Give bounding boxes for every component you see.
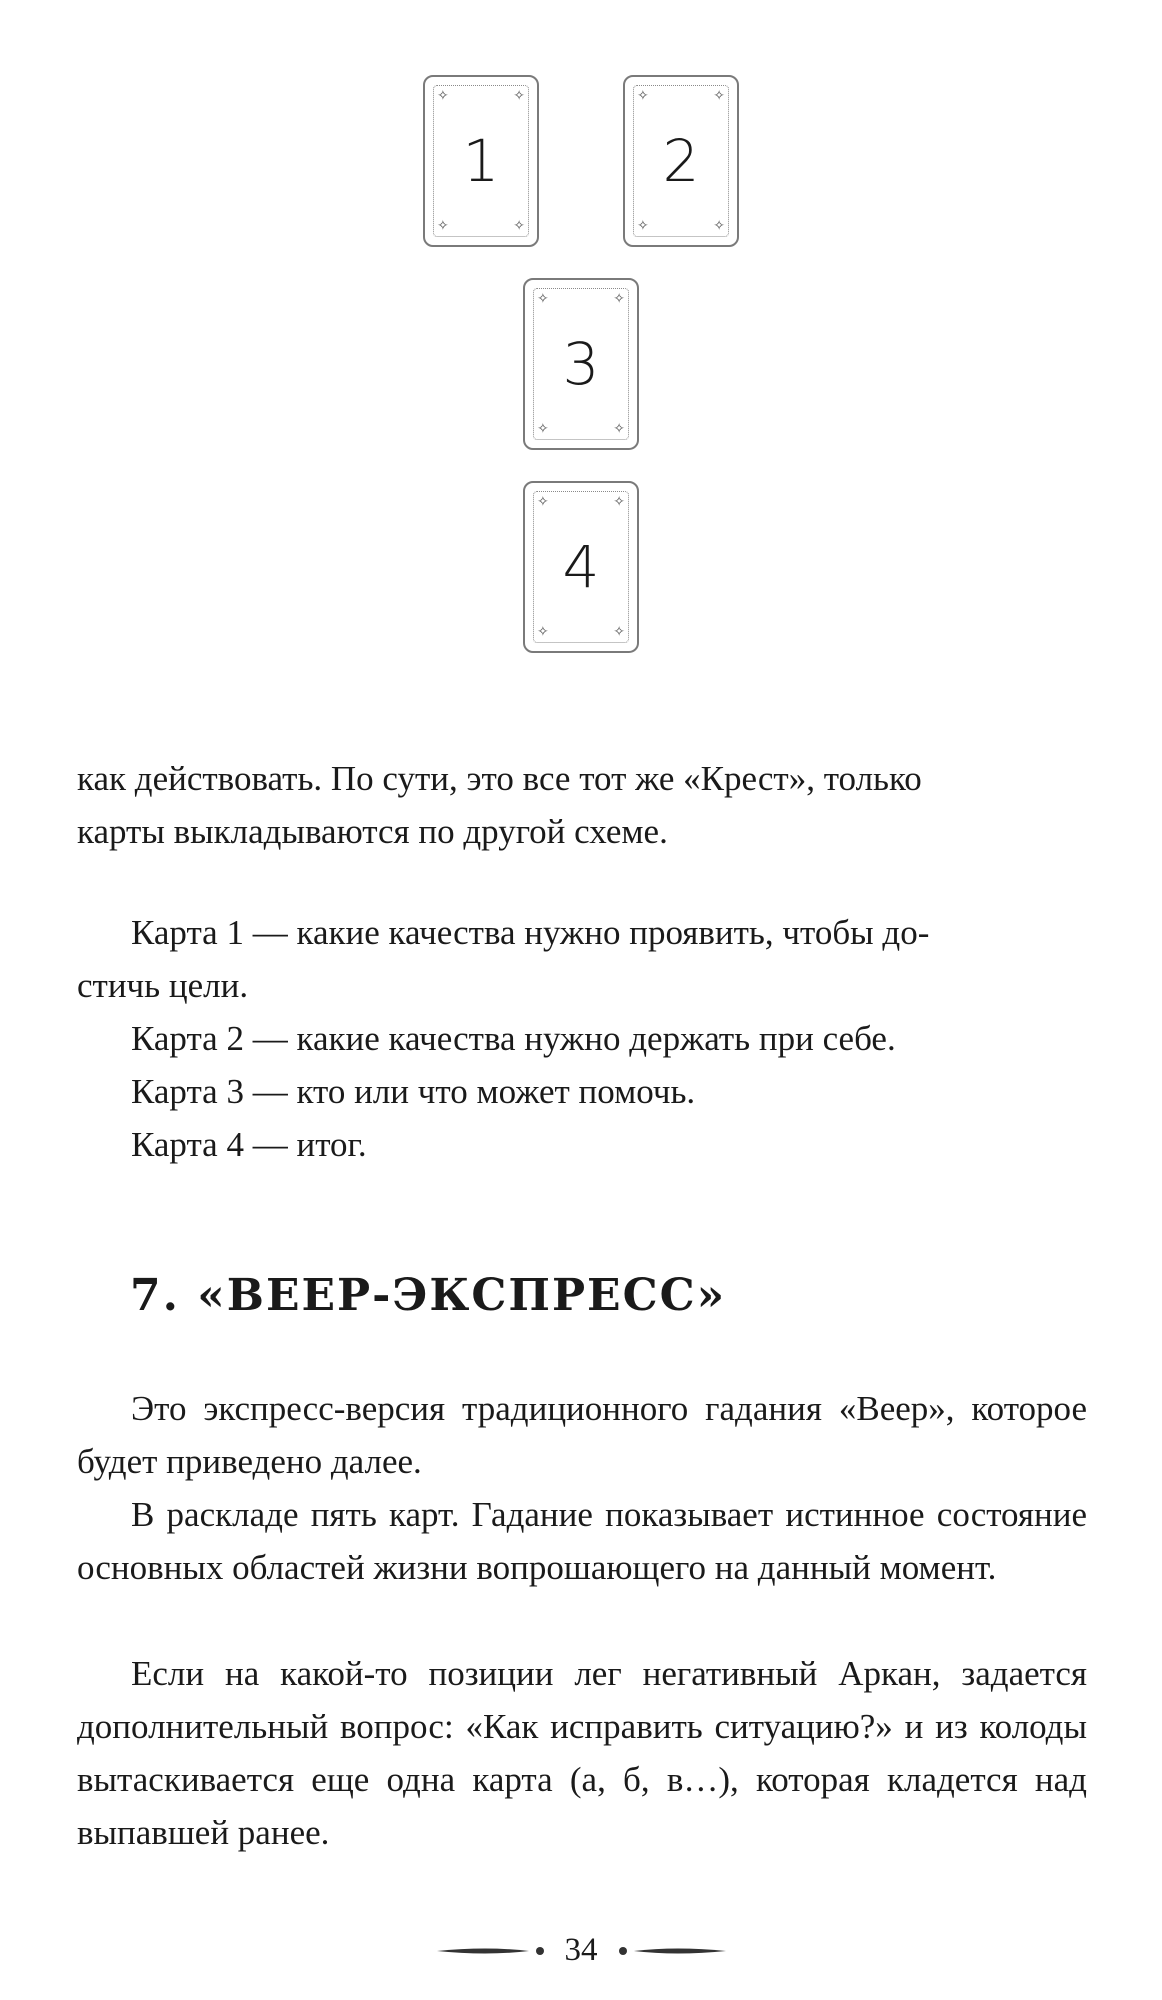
footer-ornament-left-icon — [437, 1944, 547, 1958]
position-card-2: Карта 2 — какие качества нужно держать при себе. — [131, 1019, 896, 1058]
card-corner-icon: ✧ — [537, 421, 549, 437]
card-corner-icon: ✧ — [537, 624, 549, 640]
card-number: 2 — [662, 127, 700, 195]
section-heading: 7. «ВЕЕР-ЭКСПРЕСС» — [130, 1270, 727, 1321]
body-paragraph-2: В раскладе пять карт. Гадание показывает истинное состояние основных областей жизни вопрошающего на данный момент. — [77, 1495, 1087, 1587]
card-corner-icon: ✧ — [437, 218, 449, 234]
card-corner-icon: ✧ — [637, 218, 649, 234]
page-number: 34 — [564, 1932, 598, 1968]
card-corner-icon: ✧ — [613, 494, 625, 510]
footer-ornament-right-icon — [616, 1944, 726, 1958]
card-corner-icon: ✧ — [613, 291, 625, 307]
position-card-4: Карта 4 — итог. — [131, 1125, 367, 1164]
card-number: 4 — [562, 533, 600, 601]
card-corner-icon: ✧ — [537, 291, 549, 307]
card-2 — [623, 75, 739, 247]
card-corner-icon: ✧ — [713, 88, 725, 104]
card-1 — [423, 75, 539, 247]
card-corner-icon: ✧ — [613, 421, 625, 437]
body-paragraph-1: Это экспресс-версия традиционного гадания «Веер», которое будет приведено далее. — [77, 1389, 1087, 1481]
body-paragraph-3: Если на какой-то позиции лег негативный Аркан, задается дополнительный вопрос: «Как исправить ситуацию?» и из колоды вытаскивается еще одна карта (а, б, в…), которая кладется над выпавшей ранее. — [77, 1654, 1087, 1852]
position-card-1-cont: стичь цели. — [77, 966, 249, 1005]
card-3 — [523, 278, 639, 450]
intro-line-2: карты выкладываются по другой схеме. — [77, 812, 668, 851]
card-corner-icon: ✧ — [437, 88, 449, 104]
card-number: 1 — [462, 127, 500, 195]
position-card-3: Карта 3 — кто или что может помочь. — [131, 1072, 696, 1111]
card-corner-icon: ✧ — [513, 218, 525, 234]
position-card-1: Карта 1 — какие качества нужно проявить, чтобы до- — [131, 913, 930, 952]
card-corner-icon: ✧ — [613, 624, 625, 640]
intro-line-1: как действовать. По сути, это все тот же «Крест», только — [77, 759, 922, 798]
card-number: 3 — [562, 330, 600, 398]
card-corner-icon: ✧ — [713, 218, 725, 234]
card-corner-icon: ✧ — [513, 88, 525, 104]
card-corner-icon: ✧ — [637, 88, 649, 104]
card-corner-icon: ✧ — [537, 494, 549, 510]
card-4 — [523, 481, 639, 653]
page-footer — [0, 1932, 1162, 1969]
